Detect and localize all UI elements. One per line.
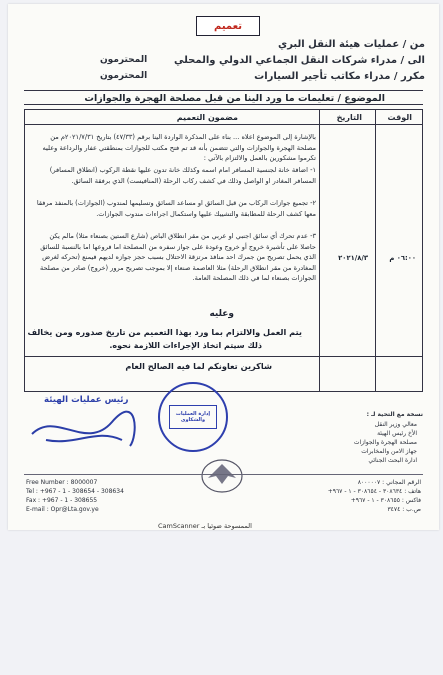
thanks-line: شاكرين تعاونكم لما فيه الصالح العام	[125, 361, 272, 371]
from-line: من / عمليات هيئة النقل البري	[278, 39, 425, 50]
closing-line-2: ذلك سيتم اتخاذ الإجراءات اللازمة نحوه.	[109, 341, 262, 350]
footer-ar-fax: فاكس : ٣٠٨٦٥٥ - ١ - ٩٦٧+	[350, 497, 421, 504]
official-stamp	[158, 382, 228, 452]
copy-item: جهاز الامن والمخابرات	[361, 448, 417, 455]
copy-item: ادارة البحث الجنائي	[368, 457, 417, 464]
footer-ar-free: الرقم المجاني : ٨٠٠٠٠٠٧	[357, 479, 421, 486]
col-date-header: التاريخ	[336, 113, 362, 122]
paragraph-2: ٢- تجميع جوازات الركاب من قبل السائق او مساعد السائق وتسليمها لمندوب (الجوازات) بالمنفذ مرفقا معها كشف الرحلة للمطابقة والتشييك عليها واستكمال اجراءات مندوب الجوازات.	[36, 199, 316, 218]
footer-email: E-mail : Opr@Lta.gov.ye	[26, 506, 99, 513]
footer-tel: Tel : +967 - 1 - 308654 - 308634	[26, 488, 124, 495]
date-cell: ٢٠٢١/٨/٣	[338, 254, 368, 262]
footer-ar-tel: هاتف : ٣٠٨٦٣٤ - ٣٠٨٦٥٤ - ١ - ٩٦٧+	[327, 488, 421, 495]
salutation-2: المحترمون	[100, 71, 148, 81]
emblem-icon	[198, 454, 246, 496]
time-cell: ٠٦:٠٠ م	[389, 254, 416, 262]
memo-document	[8, 4, 439, 530]
to-line: الى / مدراء شركات النقل الجماعي الدولي والمحلي	[173, 55, 425, 66]
paragraph-1: ١- اضافة خانة لجنسية المسافر امام اسمه وكذلك خانة تدون عليها نقطة الركوب (انطلاق المسافر) المسافر المغادر او الواصل وذلك في كشف ركاب الرحلة (المنافيست) الذي برفقة السائق.	[49, 166, 316, 185]
paragraph-intro: بالإشارة إلى الموضوع اعلاه ... بناء على المذكرة الواردة الينا برقم (٤٧/٣٣) بتاريخ ٢٠٢١/٧/٣١م من مصلحة الهجرة والجوازات والتي تتضمن بأنه قد تم فتح مكتب للجوازات بمنطقتي عفار والرداعة وعليه تكرموا مشكورين بالعمل والالتزام بالآتي :	[42, 133, 316, 163]
salutation-1: المحترمون	[100, 55, 148, 65]
paragraph-3: ٣- عدم تحرك أي سائق اجنبي او عربي من مقر انطلاق الباص (شارع الستين بصنعاء مثلا) مالم يكن حاصلا على تأشيرة خروج أو خروج وعودة على جواز سفره من المصلحة اما فروعها اما بالنسبة للسائق الذي يحمل تصريح من جمرك احد منافذ مرتزقة الاحتلال بسبب حجز جوازه لديهم فيمنع (تحركه لغرض المغادرة من مقر انطلاق الرحلة) مثلا العاصمة صنعاء إلا بموجب تصريح مرور (خروج) صادر من مصلحة الجوازات بصنعاء لما في ذلك المصلحة العامة.	[39, 232, 316, 283]
footer-free-number: Free Number : 8000007	[26, 479, 98, 486]
signature	[26, 406, 146, 456]
cc-line: مكرر / مدراء مكاتب تأجير السيارات	[254, 71, 425, 82]
col-content-header: مضمون التعميم	[176, 113, 238, 122]
copy-item: مصلحة الهجرة والجوازات	[353, 439, 417, 446]
camscanner-watermark: الممسوحة ضوئيا بـ CamScanner	[158, 522, 252, 530]
copy-item: الأخ رئيس الهيئة	[377, 430, 417, 437]
col-time-header: الوقت	[387, 113, 412, 122]
content-table	[24, 109, 423, 392]
subject-line: الموضوع / تعليمات ما ورد الينا من قبل مصلحة الهجرة والجوازات	[24, 90, 423, 105]
copy-item: معالي وزير النقل	[374, 421, 417, 428]
footer-ar-pobox: ص.ب : ٣٤٧٤	[387, 506, 421, 513]
stamp-center-text: إدارة العمليات والشكاوى	[169, 405, 217, 429]
title-box: تعميم	[196, 16, 260, 36]
closing-heading: وعليه	[209, 309, 234, 319]
signature-title: رئيس عمليات الهيئة	[44, 395, 129, 405]
closing-line-1: يتم العمل والالتزام بما ورد بهذا التعميم من تاريخ صدوره ومن يخالف	[27, 327, 302, 337]
copies-heading: نسخة مع التحية لـ :	[366, 411, 423, 418]
footer-fax: Fax : +967 - 1 - 308655	[26, 497, 98, 504]
